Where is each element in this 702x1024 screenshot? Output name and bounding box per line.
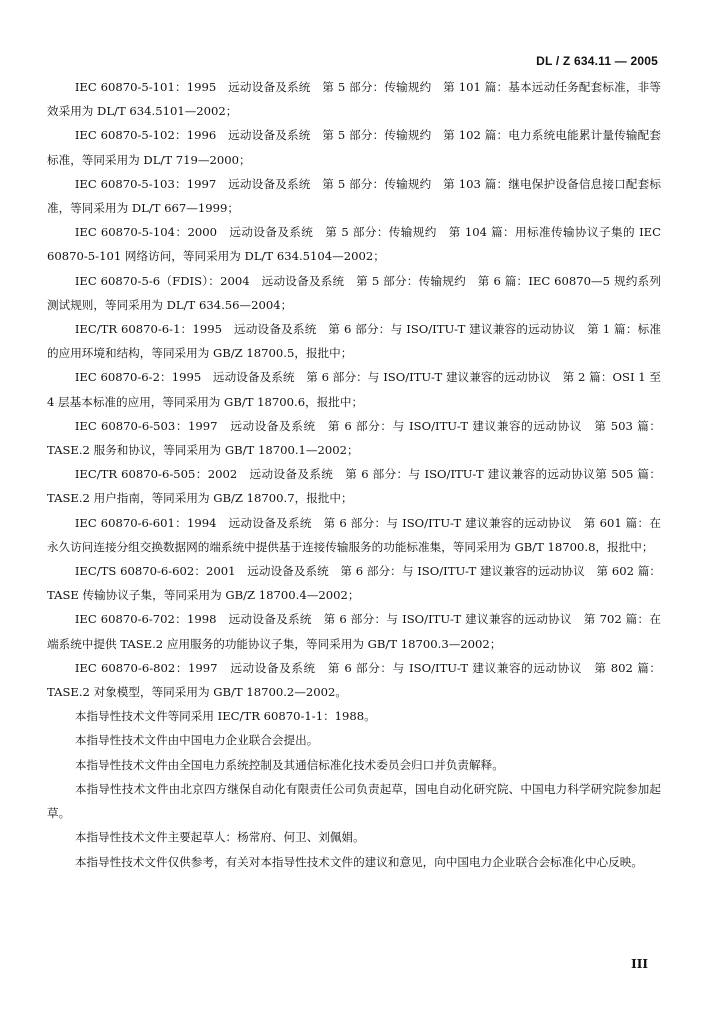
page-number: III [631, 957, 648, 971]
paragraph: IEC 60870-6-702：1998 远动设备及系统 第 6 部分：与 ISO/ITU-T 建议兼容的远动协议 第 702 篇：在端系统中提供 TASE.2 应用服务的功能协议子集，等同采用为 GB/T 18700.3—2002； [47, 612, 661, 651]
paragraph: 本指导性技术文件仅供参考，有关对本指导性技术文件的建议和意见，向中国电力企业联合会标准化中心反映。 [74, 854, 643, 869]
paragraph: IEC 60870-5-103：1997 远动设备及系统 第 5 部分：传输规约 第 103 篇：继电保护设备信息接口配套标准，等同采用为 DL/T 667—1999； [47, 176, 661, 216]
paragraph: IEC 60870-5-6（FDIS）：2004 远动设备及系统 第 5 部分：传输规约 第 6 篇：IEC 60870—5 规约系列测试规则，等同采用为 DL/T 634.56—2004； [47, 273, 661, 312]
paragraph: 本指导性技术文件等同采用 IEC/TR 60870-1-1：1988。 [74, 709, 376, 724]
paragraph: 本指导性技术文件由中国电力企业联合会提出。 [74, 733, 319, 748]
paragraph: 本指导性技术文件由全国电力系统控制及其通信标准化技术委员会归口并负责解释。 [74, 757, 504, 772]
document-code-header: DL / Z 634.11 — 2005 [536, 54, 658, 68]
paragraph: IEC 60870-6-601：1994 远动设备及系统 第 6 部分：与 ISO/ITU-T 建议兼容的远动协议 第 601 篇：在永久访问连接分组交换数据网的端系统中提供基于连接传输服务的功能标准集，等同采用为 GB/T 18700.8，报批中； [47, 515, 661, 554]
document-body [47, 75, 661, 874]
paragraph: IEC 60870-5-101：1995 远动设备及系统 第 5 部分：传输规约 第 101 篇：基本远动任务配套标准，非等效采用为 DL/T 634.5101—2002； [47, 80, 661, 119]
paragraph: IEC/TR 60870-6-505：2002 远动设备及系统 第 6 部分：与 ISO/ITU-T 建议兼容的远动协议第 505 篇：TASE.2 用户指南，等同采用为 GB/Z 18700.7，报批中； [47, 467, 661, 506]
paragraph: IEC/TR 60870-6-1：1995 远动设备及系统 第 6 部分：与 ISO/ITU-T 建议兼容的远动协议 第 1 篇：标准的应用环境和结构，等同采用为 GB/Z 18700.5，报批中； [47, 322, 661, 361]
paragraph: IEC/TS 60870-6-602：2001 远动设备及系统 第 6 部分：与 ISO/ITU-T 建议兼容的远动协议 第 602 篇：TASE 传输协议子集，等同采用为 GB/Z 18700.4—2002； [47, 564, 661, 603]
paragraph: IEC 60870-5-102：1996 远动设备及系统 第 5 部分：传输规约 第 102 篇：电力系统电能累计量传输配套标准，等同采用为 DL/T 719—2000； [47, 128, 661, 167]
paragraph: IEC 60870-6-802：1997 远动设备及系统 第 6 部分：与 ISO/ITU-T 建议兼容的远动协议 第 802 篇：TASE.2 对象模型，等同采用为 GB/T 18700.2—2002。 [47, 660, 661, 700]
paragraph: IEC 60870-6-503：1997 远动设备及系统 第 6 部分：与 ISO/ITU-T 建议兼容的远动协议 第 503 篇：TASE.2 服务和协议，等同采用为 GB/T 18700.1—2002； [47, 418, 661, 458]
paragraph: 本指导性技术文件由北京四方继保自动化有限责任公司负责起草，国电自动化研究院、中国电力科学研究院参加起草。 [47, 781, 661, 821]
paragraph: IEC 60870-6-2：1995 远动设备及系统 第 6 部分：与 ISO/ITU-T 建议兼容的远动协议 第 2 篇：OSI 1 至 4 层基本标准的应用，等同采用为 GB/T 18700.6，报批中； [47, 370, 661, 409]
paragraph: IEC 60870-5-104：2000 远动设备及系统 第 5 部分：传输规约 第 104 篇：用标准传输协议子集的 IEC 60870-5-101 网络访问，等同采用为 DL/T 634.5104—2002； [47, 225, 661, 264]
paragraph: 本指导性技术文件主要起草人：杨常府、何卫、刘佩娟。 [74, 830, 365, 845]
